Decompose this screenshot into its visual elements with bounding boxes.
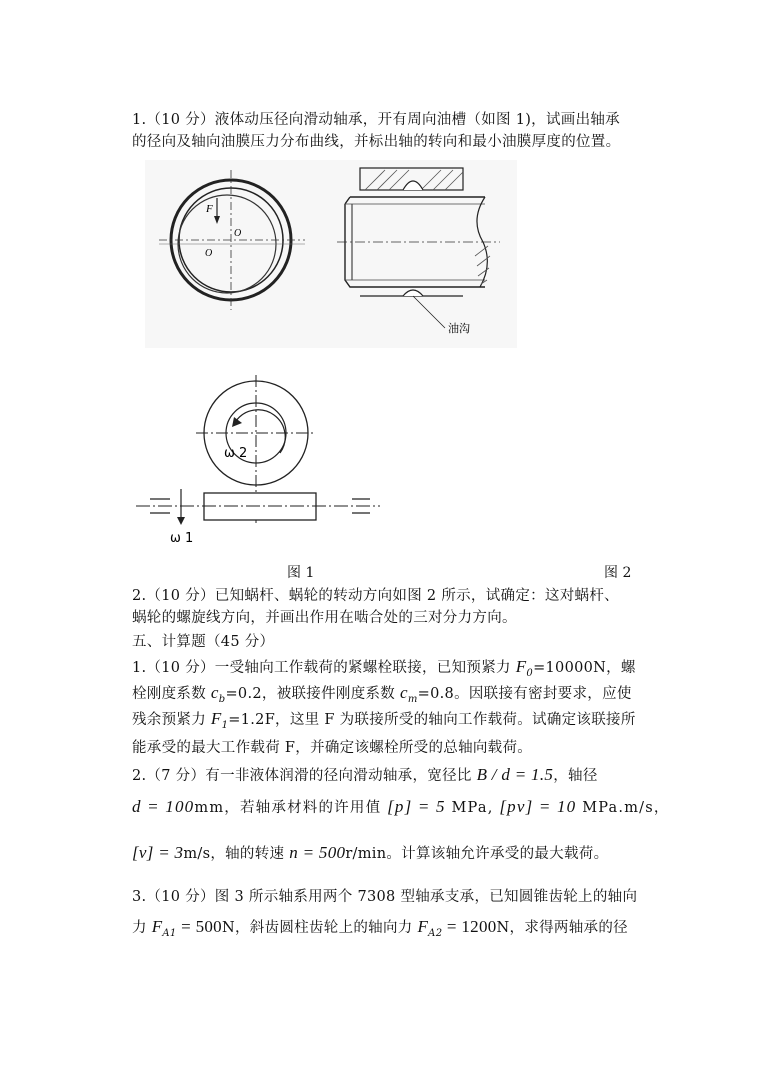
figure-2 — [130, 375, 390, 550]
figure-1 — [145, 160, 517, 348]
value-FA1: = 500 — [176, 917, 222, 936]
sub-A2: A2 — [428, 927, 443, 939]
center-label-o-prime: O — [205, 248, 213, 259]
c2-line-2 — [132, 796, 670, 817]
c1-l2-text-c: =0.8。因联接有密封要求，应使 — [417, 686, 632, 702]
c1-l3-text-a: 残余预紧力 — [132, 712, 211, 728]
c1-line-3 — [132, 708, 636, 731]
figure-2-drawing — [130, 375, 390, 550]
c3-l2-text-b: N，斜齿圆柱齿轮上的轴向力 — [221, 920, 418, 936]
c1-line-4: 能承受的最大工作载荷 F，并确定该螺栓所受的总轴向载荷。 — [132, 740, 533, 756]
c3-l2-text-c: N，求得两轴承的径 — [496, 920, 628, 936]
q1-line-2: 的径向及轴向油膜压力分布曲线，并标出轴的转向和最小油膜厚度的位置。 — [132, 134, 621, 150]
var-cb: c — [210, 683, 219, 702]
var-cm: c — [400, 683, 408, 702]
c1-l2-text-a: 栓刚度系数 — [132, 686, 211, 702]
figure-2-caption: 图 2 — [604, 565, 632, 581]
speed-n: n = 500 — [289, 843, 346, 862]
var-FA1: F — [151, 917, 163, 936]
var-F1: F — [210, 709, 222, 728]
figure-1-drawing — [145, 160, 517, 348]
c2-line-3 — [132, 842, 608, 863]
c2-l2-text-c: MPa.m/s， — [576, 800, 670, 816]
var-FA2: F — [417, 917, 429, 936]
c1-l3-text-b: =1.2F，这里 F 为联接所受的轴向工作载荷。试确定该联接所 — [228, 712, 636, 728]
c2-l2-text-b: MPa, — [445, 800, 500, 816]
c1-l1-text-b: =10000N，螺 — [533, 660, 636, 676]
force-label: F — [206, 203, 213, 215]
omega1-label: ω 1 — [170, 531, 194, 546]
ratio-B-d: B / d = 1.5 — [476, 765, 554, 784]
q2-line-2: 蜗轮的螺旋线方向，并画出作用在啮合处的三对分力方向。 — [132, 610, 517, 626]
c2-l3-text-b: r/min。计算该轴允许承受的最大载荷。 — [345, 846, 609, 862]
allowable-p: [p] = 5 — [387, 797, 446, 816]
c1-l1-text-a: 1.（10 分）一受轴向工作载荷的紧螺栓联接，已知预紧力 — [132, 660, 516, 676]
sub-b: b — [218, 693, 226, 705]
c2-l1-text-b: ，轴径 — [553, 768, 598, 784]
center-label-o: O — [234, 228, 242, 239]
omega2-label: ω 2 — [224, 446, 248, 461]
allowable-pv: [pv] = 10 — [499, 797, 577, 816]
sub-m: m — [407, 693, 418, 705]
c1-line-2 — [132, 682, 632, 705]
section-5-title: 五、计算题（45 分） — [132, 634, 275, 650]
q2-line-1: 2.（10 分）已知蜗杆、蜗轮的转动方向如图 2 所示，试确定：这对蜗杆、 — [132, 588, 619, 604]
q1-line-1: 1.（10 分）液体动压径向滑动轴承，开有周向油槽（如图 1)，试画出轴承 — [132, 112, 620, 128]
allowable-v: [v] = 3 — [132, 843, 184, 862]
diameter-d: d = 100 — [132, 797, 195, 816]
value-FA2: = 1200 — [442, 917, 497, 936]
c3-line-2 — [132, 916, 628, 939]
var-F0: F — [515, 657, 527, 676]
sub-0: 0 — [526, 667, 534, 679]
c1-line-1 — [132, 656, 636, 679]
oil-groove-label: 油沟 — [448, 322, 470, 335]
sub-A1: A1 — [162, 927, 177, 939]
c2-line-1 — [132, 764, 598, 785]
c2-l1-text-a: 2.（7 分）有一非液体润滑的径向滑动轴承，宽径比 — [132, 768, 477, 784]
sub-1: 1 — [221, 719, 229, 731]
c1-l2-text-b: =0.2，被联接件刚度系数 — [225, 686, 401, 702]
c3-line-1: 3.（10 分）图 3 所示轴系用两个 7308 型轴承支承，已知圆锥齿轮上的轴向 — [132, 889, 638, 905]
c2-l3-text-a: m/s，轴的转速 — [183, 846, 290, 862]
c3-l2-text-a: 力 — [132, 920, 152, 936]
figure-1-caption: 图 1 — [287, 565, 315, 581]
c2-l2-text-a: mm，若轴承材料的许用值 — [194, 800, 388, 816]
